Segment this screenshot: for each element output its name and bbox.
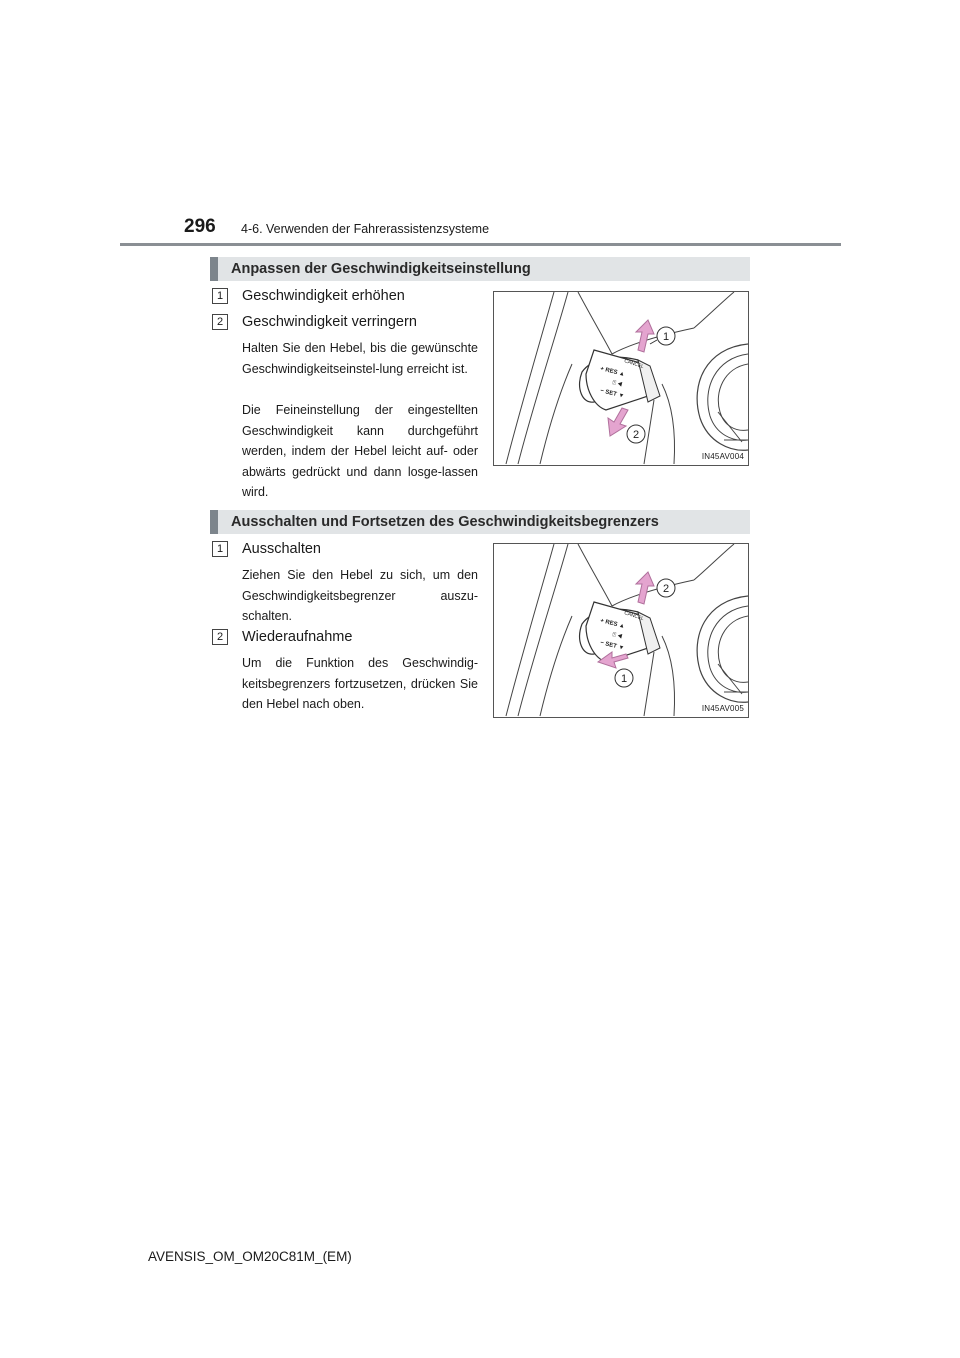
callout-number: 2 bbox=[662, 583, 670, 595]
svg-text:CANCEL: CANCEL bbox=[623, 358, 645, 371]
item-title-increase-speed: Geschwindigkeit erhöhen bbox=[242, 288, 405, 304]
document-code-footer: AVENSIS_OM_OM20C81M_(EM) bbox=[148, 1249, 352, 1264]
svg-text:+ RES ▲: + RES ▲ bbox=[599, 618, 626, 631]
item-number-badge: 2 bbox=[212, 314, 228, 330]
callout-number: 2 bbox=[632, 429, 640, 441]
svg-text:− SET ▼: − SET ▼ bbox=[599, 640, 625, 652]
svg-text:+ RES ▲: + RES ▲ bbox=[599, 366, 626, 379]
item-title-resume: Wiederaufnahme bbox=[242, 629, 353, 645]
up-arrow-icon bbox=[636, 320, 654, 352]
up-arrow-icon bbox=[636, 572, 654, 604]
section-heading-adjust-speed bbox=[210, 257, 750, 281]
svg-text:⍰ ◀: ⍰ ◀ bbox=[611, 380, 623, 389]
lever-illustration bbox=[494, 544, 748, 717]
lever-illustration bbox=[494, 292, 748, 465]
item-title-disable: Ausschalten bbox=[242, 541, 321, 557]
paragraph-disable: Ziehen Sie den Hebel zu sich, um den Geschwindigkeitsbegrenzer auszu-schalten. bbox=[242, 568, 478, 623]
item-title-decrease-speed: Geschwindigkeit verringern bbox=[242, 314, 417, 330]
callout-number: 1 bbox=[620, 673, 628, 685]
paragraph-hold-lever: Halten Sie den Hebel, bis die gewünschte Geschwindigkeitseinstel-lung erreicht ist. bbox=[242, 341, 478, 376]
item-number-badge: 2 bbox=[212, 629, 228, 645]
section-title: Anpassen der Geschwindigkeitseinstellung bbox=[231, 261, 531, 277]
item-number-badge: 1 bbox=[212, 288, 228, 304]
svg-text:⍰ ◀: ⍰ ◀ bbox=[611, 632, 623, 641]
callout-number: 1 bbox=[662, 331, 670, 343]
down-arrow-icon bbox=[608, 408, 628, 436]
item-number-badge: 1 bbox=[212, 541, 228, 557]
figure-code: IN45AV005 bbox=[701, 704, 744, 713]
figure-code: IN45AV004 bbox=[701, 452, 744, 461]
figure-lever-adjust bbox=[493, 291, 749, 466]
paragraph-fine-adjust: Die Feineinstellung der eingestellten Geschwindigkeit kann durchgeführt werden, indem der Hebel leicht auf- oder abwärts gedrückt und dann losge-lassen wird. bbox=[242, 403, 478, 499]
section-heading-disable-resume bbox=[210, 510, 750, 534]
header-divider bbox=[120, 243, 841, 246]
section-title: Ausschalten und Fortsetzen des Geschwindigkeitsbegrenzers bbox=[231, 514, 659, 530]
figure-lever-disable bbox=[493, 543, 749, 718]
svg-text:− SET ▼: − SET ▼ bbox=[599, 388, 625, 400]
svg-text:CANCEL: CANCEL bbox=[623, 610, 645, 623]
paragraph-resume: Um die Funktion des Geschwindig-keitsbegrenzers fortzusetzen, drücken Sie den Hebel nach oben. bbox=[242, 656, 478, 711]
chapter-title: 4-6. Verwenden der Fahrerassistenzsysteme bbox=[241, 222, 490, 236]
page-number: 296 bbox=[184, 216, 216, 237]
